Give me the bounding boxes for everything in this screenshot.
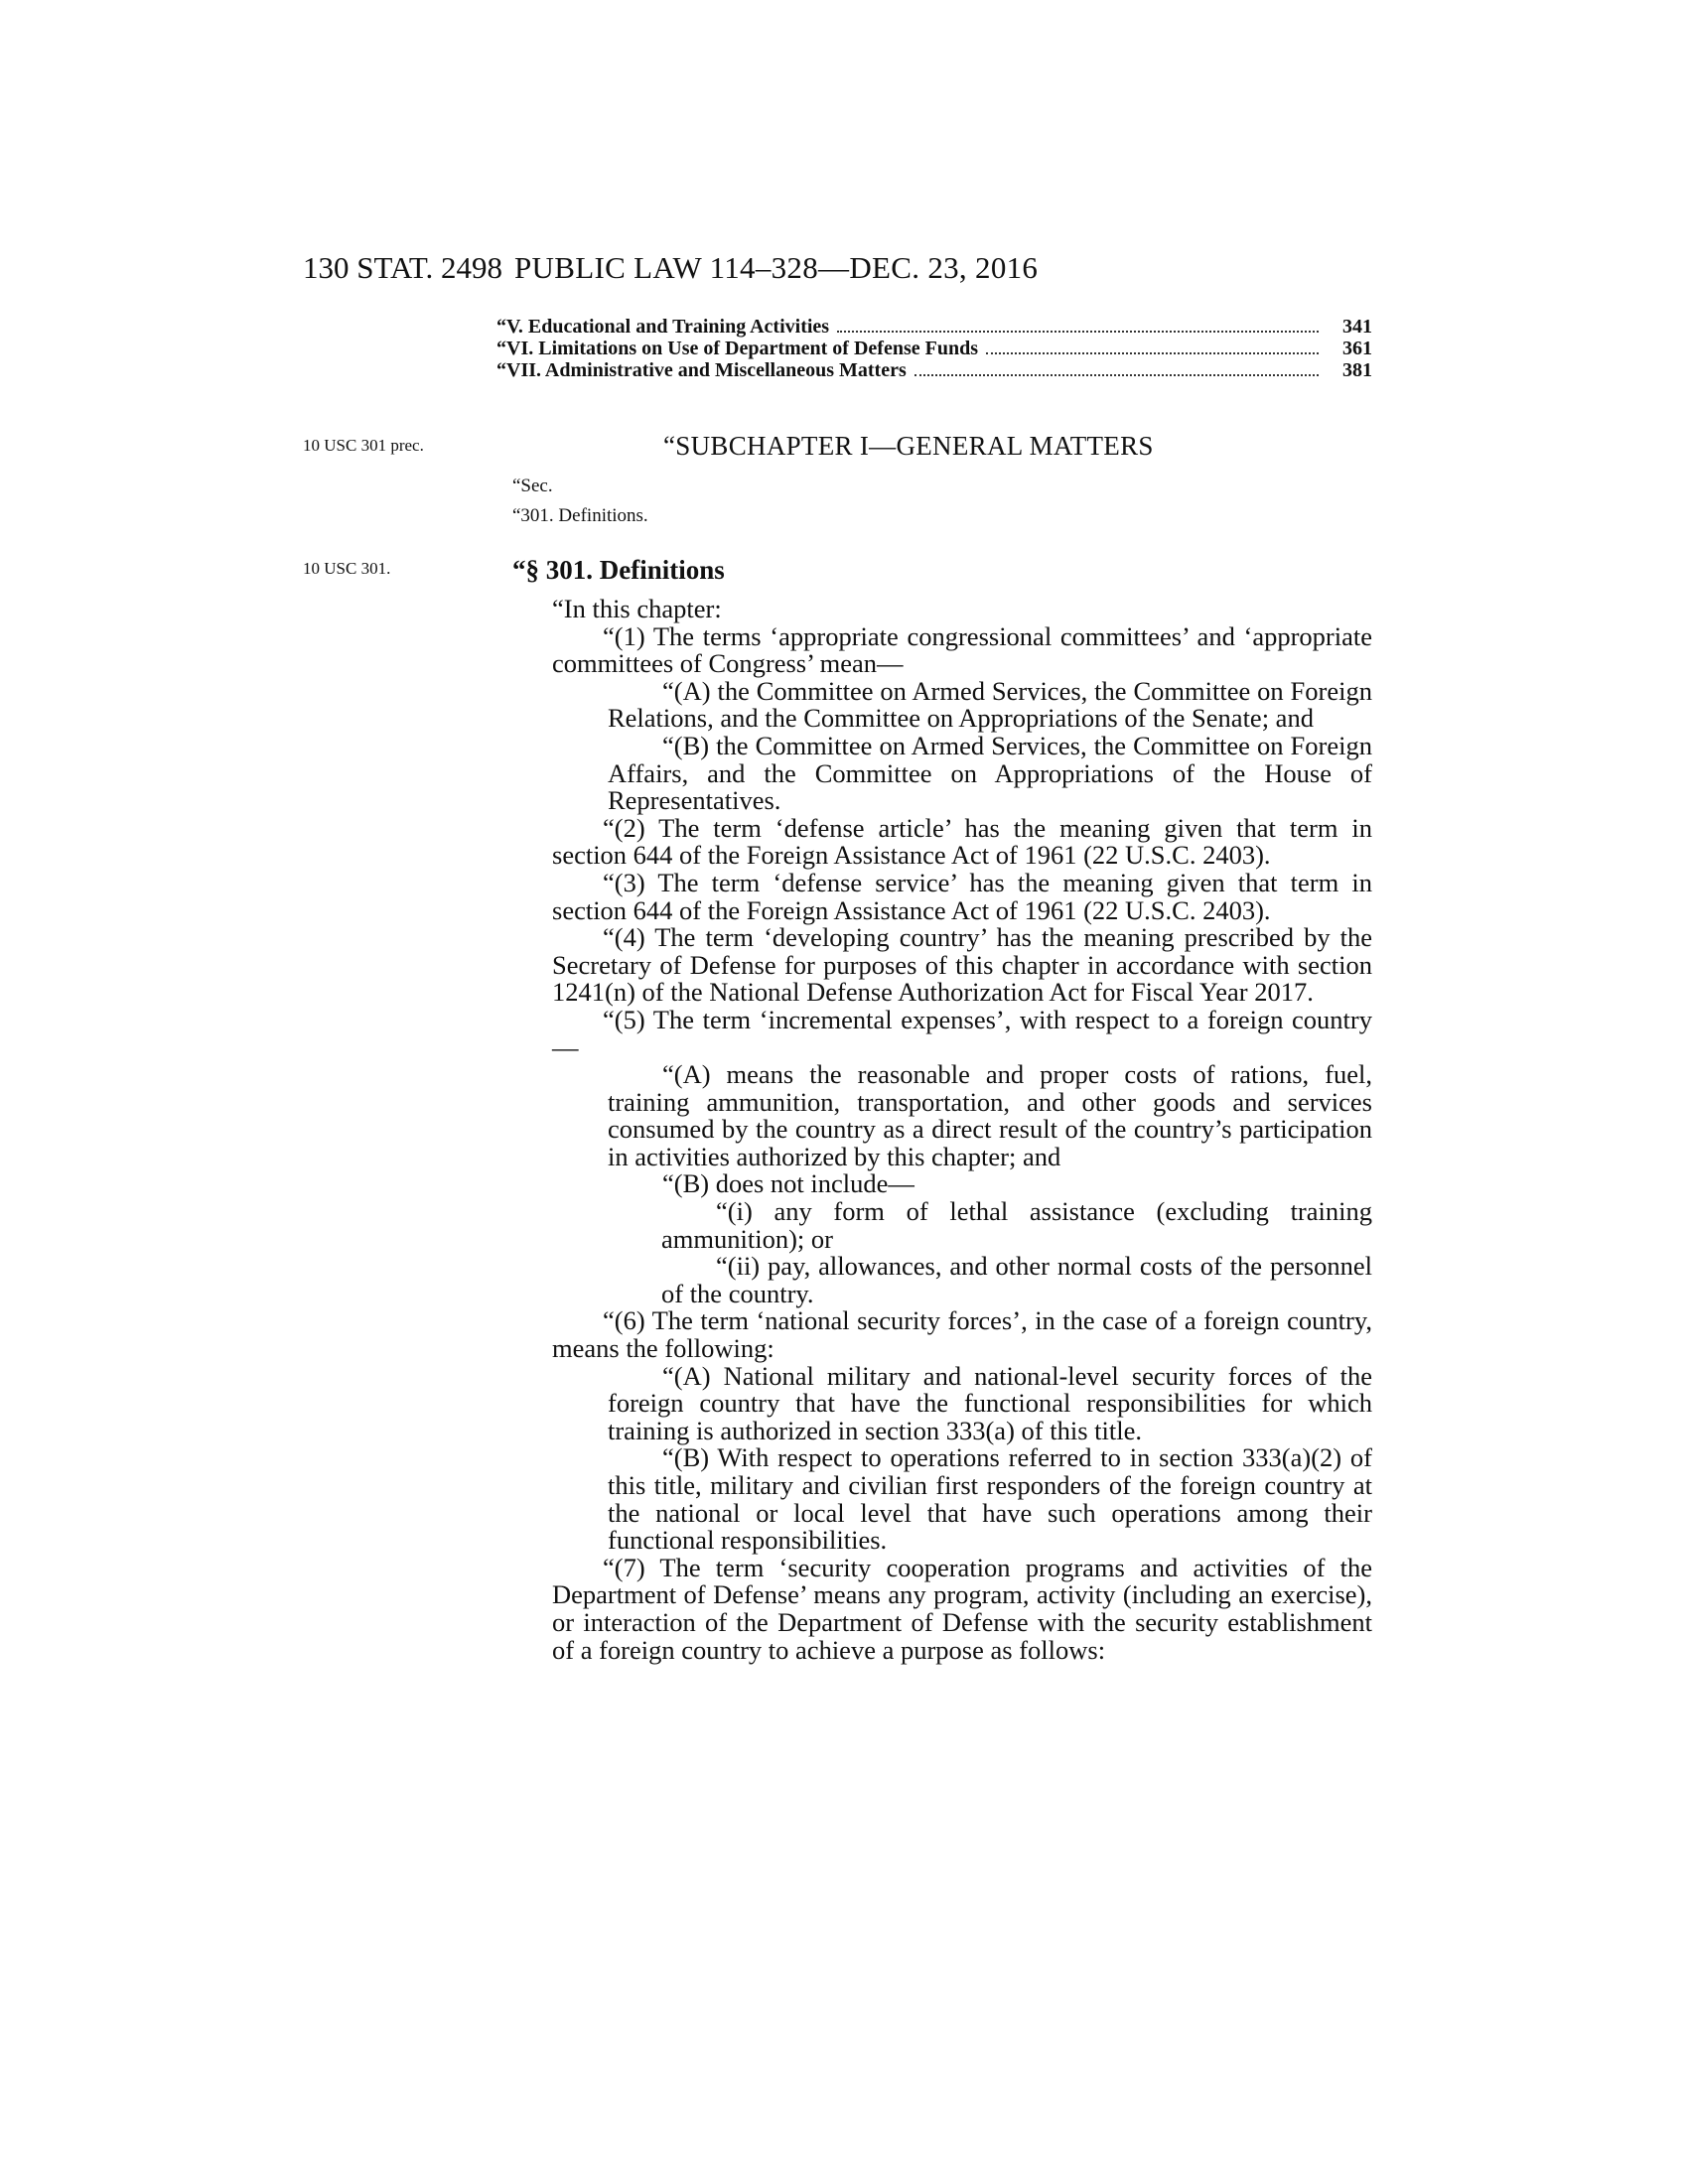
sec-item: “301. Definitions. — [512, 505, 648, 526]
paragraph-2: “(2) The term ‘defense article’ has the meaning given that term in section 644 of the Foreign Assistance Act of 1961 (22 U.S.C. 2403). — [552, 812, 1372, 871]
clause-5b-ii: “(ii) pay, allowances, and other normal costs of the personnel of the country. — [661, 1251, 1372, 1308]
toc-page: 361 — [1342, 338, 1372, 359]
toc-leader-dots — [837, 331, 1319, 333]
running-title: PUBLIC LAW 114–328—DEC. 23, 2016 — [514, 250, 1039, 285]
paragraph-3: “(3) The term ‘defense service’ has the meaning given that term in section 644 of the Foreign Assistance Act of 1961 (22 U.S.C. 2403). — [552, 867, 1372, 925]
toc-title: “VI. Limitations on Use of Department of Defense Funds — [496, 338, 978, 359]
toc-row — [496, 338, 1372, 359]
toc-row — [496, 316, 1372, 338]
subchapter-heading: “SUBCHAPTER I—GENERAL MATTERS — [663, 431, 1154, 461]
table-of-contents — [496, 316, 1372, 381]
paragraph-6: “(6) The term ‘national security forces’, in the case of a foreign country, means the following: — [552, 1305, 1372, 1364]
sec-label: “Sec. — [512, 476, 553, 496]
clause-5b-i: “(i) any form of lethal assistance (excluding training ammunition); or — [661, 1196, 1372, 1254]
paragraph-5: “(5) The term ‘incremental expenses’, with respect to a foreign country— — [552, 1004, 1372, 1062]
paragraph-1: “(1) The terms ‘appropriate congressional committees’ and ‘appropriate committees of Congress’ mean— — [552, 620, 1372, 679]
paragraph-7: “(7) The term ‘security cooperation programs and activities of the Department of Defense’ means any program, activity (including an exercise), or interaction of the Department of Defense with the security establishment of a foreign country to achieve a purpose as follows: — [552, 1552, 1372, 1665]
toc-title: “VII. Administrative and Miscellaneous Matters — [496, 359, 907, 381]
section-body — [0, 596, 1688, 1664]
subparagraph-5a: “(A) means the reasonable and proper costs of rations, fuel, training ammunition, transportation, and other goods and services consumed by the country as a direct result of the country’s participation in activities authorized by this chapter; and — [608, 1059, 1372, 1171]
stat-page-number: 130 STAT. 2498 — [303, 250, 503, 285]
subparagraph-6a: “(A) National military and national-level security forces of the foreign country that have the functional responsibilities for which training is authorized in section 333(a) of this title. — [608, 1360, 1372, 1445]
toc-leader-dots — [986, 352, 1319, 354]
section-heading: “§ 301. Definitions — [512, 555, 725, 585]
toc-leader-dots — [914, 374, 1319, 376]
subparagraph-6b: “(B) With respect to operations referred to in section 333(a)(2) of this title, military and civilian first responders of the foreign country at the national or local level that have such operations among their functional responsibilities. — [608, 1442, 1372, 1556]
subparagraph-1a: “(A) the Committee on Armed Services, the Committee on Foreign Relations, and the Committee on Appropriations of the Senate; and — [608, 675, 1372, 734]
toc-page: 381 — [1342, 359, 1372, 381]
section-intro: “In this chapter: — [552, 594, 722, 623]
toc-row — [496, 359, 1372, 381]
subparagraph-1b: “(B) the Committee on Armed Services, the Committee on Foreign Affairs, and the Committee on Appropriations of the House of Representatives. — [608, 730, 1372, 816]
toc-page: 341 — [1342, 316, 1372, 338]
toc-title: “V. Educational and Training Activities — [496, 316, 830, 338]
paragraph-4: “(4) The term ‘developing country’ has the meaning prescribed by the Secretary of Defense for purposes of this chapter in accordance with section 1241(n) of the National Defense Authorization Act for Fiscal Year 2017. — [552, 922, 1372, 1008]
margin-note-subchapter: 10 USC 301 prec. — [303, 436, 424, 455]
margin-note-section: 10 USC 301. — [303, 559, 391, 578]
subparagraph-5b: “(B) does not include— — [662, 1168, 914, 1199]
